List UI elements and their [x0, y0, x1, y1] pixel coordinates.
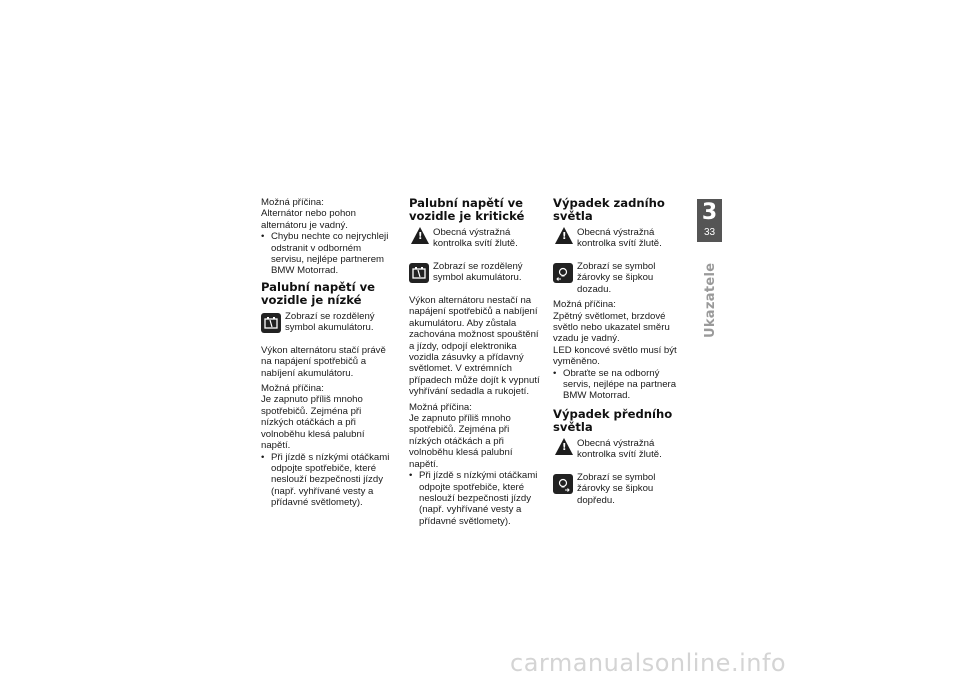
paragraph: Výkon alternátoru nestačí na napájení spotřebičů a nabíjení akumulátoru. Aby zůstala zachována možnost spouštění a jízdy, odpojí elektronika vozidla zásuvky a přídavný světlomet. V extrémních případech může dojít k vypnutí vyhřívání sedadla a rukojetí. [409, 295, 540, 398]
cause-text: Zpětný světlomet, brzdové světlo nebo ukazatel směru vzadu je vadný. [553, 310, 670, 345]
indicator-text: Zobrazí se symbol žárovky se šipkou dopředu. [577, 471, 656, 506]
paragraph: Výkon alternátoru stačí právě na napájení spotřebičů a nabíjení akumulátoru. [261, 344, 386, 379]
cause-text: Je zapnuto příliš mnoho spotřebičů. Zejména při nízkých otáčkách a při volnoběhu klesá palubní napětí. [261, 394, 365, 452]
indicator-text: Obecná výstražná kontrolka svítí žlutě. [433, 227, 518, 250]
battery-icon [409, 263, 429, 283]
page-number: 33 [703, 227, 716, 238]
indicator-text: Zobrazí se rozdělený symbol akumulátoru. [433, 261, 523, 284]
warning-indicator-row [553, 438, 688, 468]
bullet-item: • Při jízdě s nízkými otáčkami odpojte spotřebiče, které neslouží bezpečnosti jízdy (např. vyhřívané vesty a přídavné světlomety). [261, 451, 390, 509]
bullet-item: • Chybu nechte co nejrychleji odstranit v odborném servisu, nejlépe partnerem BMW Motorrad. [261, 231, 389, 277]
bullet-item: • Obraťte se na odborný servis, nejlépe na partnera BMW Motorrad. [553, 367, 677, 402]
chapter-number: 3 [701, 200, 718, 225]
indicator-text: Zobrazí se rozdělený symbol akumulátoru. [285, 310, 375, 334]
indicator-text: Obecná výstražná kontrolka svítí žlutě. [577, 437, 662, 461]
warning-triangle-icon [555, 438, 573, 455]
section-heading-rear-light: Výpadek zadního světla [553, 196, 665, 223]
indicator-text: Zobrazí se symbol žárovky se šipkou dozadu. [577, 261, 656, 295]
bulb-arrow-back-icon [553, 263, 573, 283]
warning-triangle-icon [555, 227, 573, 244]
cause-label: Možná příčina: [261, 197, 324, 208]
battery-indicator-row [261, 311, 393, 341]
section-heading-front-light: Výpadek předního světla [553, 406, 673, 434]
cause-label: Možná příčina: [553, 299, 616, 311]
bulb-arrow-forward-icon [553, 474, 573, 494]
warning-triangle-icon [411, 227, 429, 244]
warning-indicator-row [409, 227, 542, 257]
battery-icon [261, 313, 281, 333]
warning-indicator-row [553, 227, 688, 257]
bulb-indicator-row [553, 472, 688, 506]
battery-indicator-row [409, 261, 542, 291]
column-3 [553, 197, 688, 510]
section-heading-critical-voltage: Palubní napětí ve vozidle je kritické [409, 196, 525, 223]
bullet-item: • Při jízdě s nízkými otáčkami odpojte spotřebiče, které neslouží bezpečnosti jízdy (např. vyhřívané vesty a přídavné světlomety). [409, 470, 538, 527]
cause-text: Je zapnuto příliš mnoho spotřebičů. Zejména při nízkých otáčkách a při volnoběhu klesá palubní napětí. [409, 413, 513, 470]
cause-label: Možná příčina: [261, 383, 324, 395]
cause-text: Alternátor nebo pohon alternátoru je vadný. [261, 208, 356, 231]
column-1 [261, 197, 393, 509]
section-heading-low-voltage: Palubní napětí ve vozidle je nízké [261, 279, 376, 307]
indicator-text: Obecná výstražná kontrolka svítí žlutě. [577, 227, 662, 250]
chapter-label: Ukazatele [703, 262, 718, 338]
watermark: carmanualsonline.info [510, 649, 787, 677]
cause-text: LED koncové světlo musí být vyměněno. [553, 344, 677, 368]
bulb-indicator-row [553, 261, 688, 295]
column-2 [409, 197, 542, 527]
cause-label: Možná příčina: [409, 401, 472, 413]
